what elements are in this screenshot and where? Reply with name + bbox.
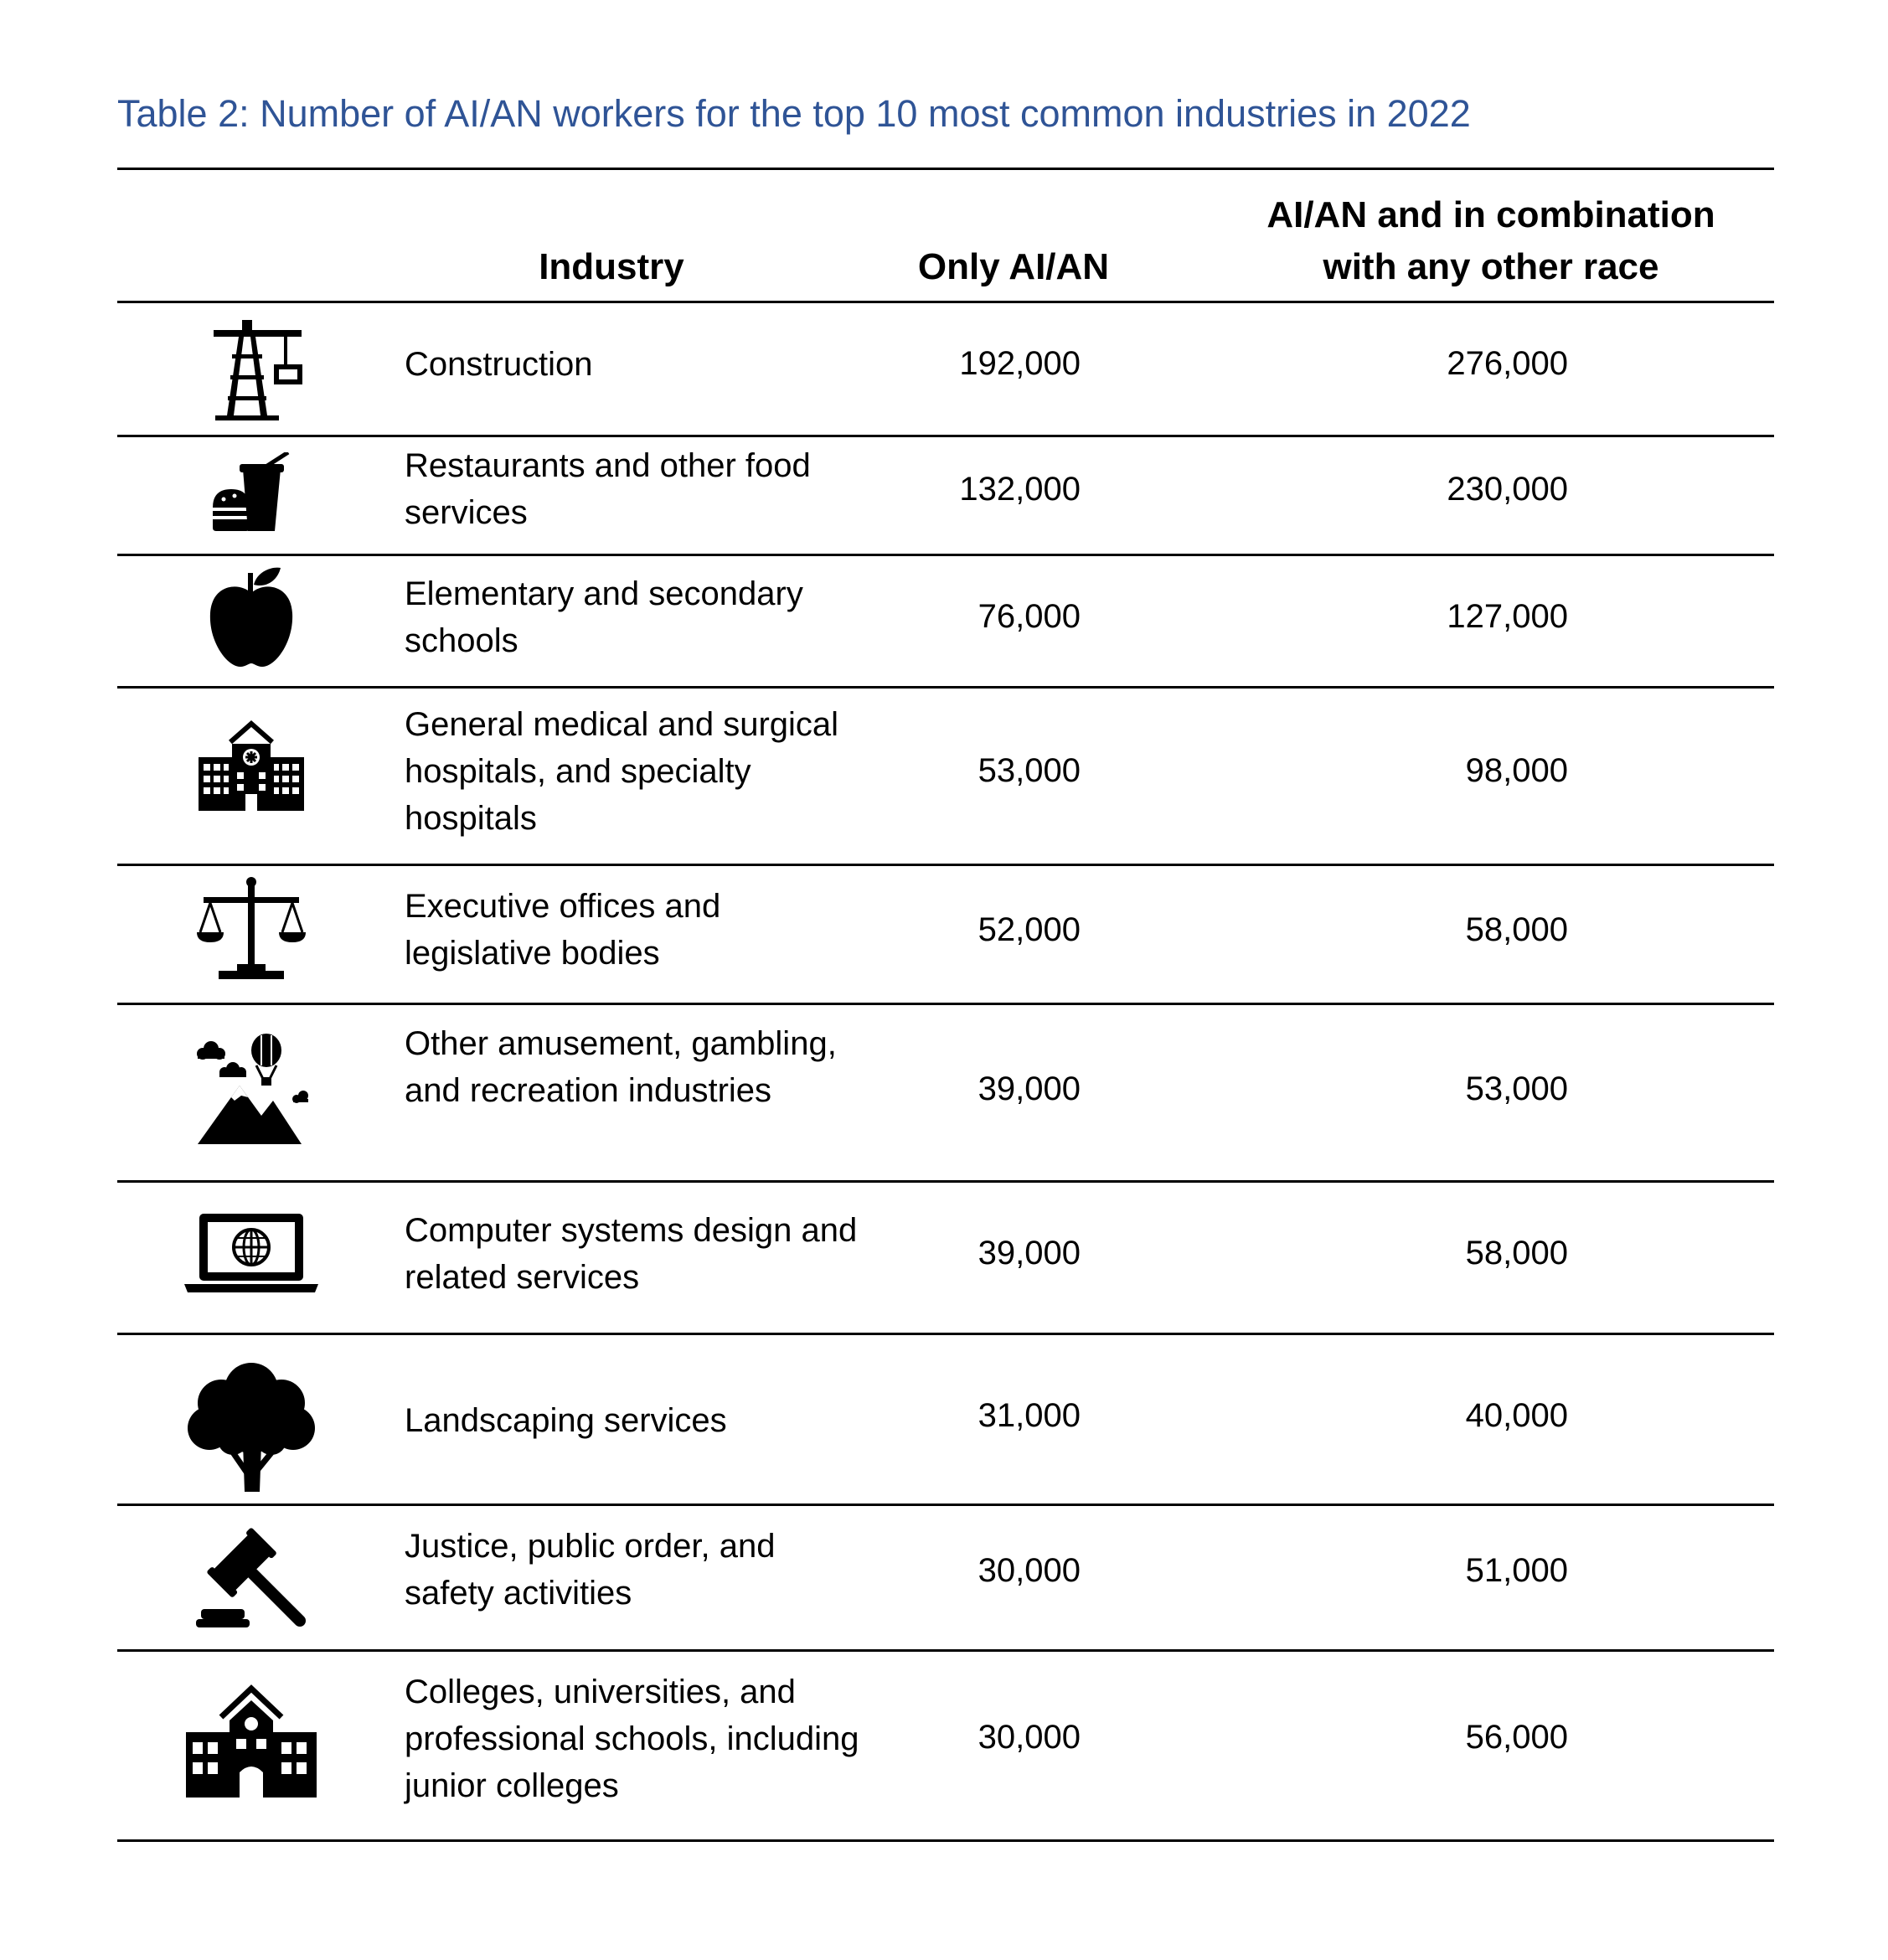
combination-value: 98,000 xyxy=(1465,752,1568,789)
combination-value: 58,000 xyxy=(1465,1235,1568,1271)
header-combination-line1: AI/AN and in combination xyxy=(1266,194,1715,235)
fast-food-icon xyxy=(168,440,335,549)
apple-icon xyxy=(168,560,335,673)
school-building-icon xyxy=(168,1675,335,1805)
row-divider xyxy=(117,1333,1774,1335)
only-aian-value: 30,000 xyxy=(978,1552,1081,1589)
only-aian-value: 76,000 xyxy=(978,598,1081,635)
only-aian-value: 52,000 xyxy=(978,911,1081,948)
combination-value: 127,000 xyxy=(1447,598,1568,635)
tree-icon xyxy=(168,1349,335,1504)
industry-name: Construction xyxy=(405,346,593,383)
header-rule xyxy=(117,301,1774,303)
row-divider xyxy=(117,1180,1774,1183)
construction-crane-icon xyxy=(168,310,335,427)
industry-name: Colleges, universities, and professional schools, including junior colleges xyxy=(405,1674,859,1804)
combination-value: 40,000 xyxy=(1465,1397,1568,1434)
industry-name: Elementary and secondary schools xyxy=(405,575,803,659)
only-aian-value: 192,000 xyxy=(959,345,1081,382)
industry-name: Justice, public order, and safety activities xyxy=(405,1528,776,1612)
combination-value: 58,000 xyxy=(1465,911,1568,948)
only-aian-value: 39,000 xyxy=(978,1070,1081,1107)
only-aian-value: 31,000 xyxy=(978,1397,1081,1434)
industry-name: Landscaping services xyxy=(405,1402,727,1439)
industry-name: Other amusement, gambling, and recreation industries xyxy=(405,1025,837,1109)
gavel-icon xyxy=(168,1518,335,1635)
row-divider xyxy=(117,1504,1774,1506)
header-industry: Industry xyxy=(539,246,684,287)
combination-value: 51,000 xyxy=(1465,1552,1568,1589)
row-divider xyxy=(117,864,1774,866)
row-divider xyxy=(117,1649,1774,1652)
only-aian-value: 53,000 xyxy=(978,752,1081,789)
row-divider xyxy=(117,435,1774,437)
row-divider xyxy=(117,686,1774,689)
mountain-balloon-icon xyxy=(168,1026,335,1152)
industry-name: Restaurants and other food services xyxy=(405,447,811,531)
table-bottom-rule xyxy=(117,1839,1774,1842)
industry-name: Executive offices and legislative bodies xyxy=(405,888,721,972)
table-top-rule xyxy=(117,168,1774,170)
laptop-globe-icon xyxy=(168,1198,335,1307)
only-aian-value: 132,000 xyxy=(959,471,1081,508)
scales-of-justice-icon xyxy=(168,871,335,988)
table-title: Table 2: Number of AI/AN workers for the top 10 most common industries in 2022 xyxy=(117,92,1471,135)
header-only-aian: Only AI/AN xyxy=(917,246,1110,287)
header-combination-line2: with any other race xyxy=(1323,246,1659,287)
combination-value: 276,000 xyxy=(1447,345,1568,382)
industry-name: Computer systems design and related services xyxy=(405,1212,858,1296)
row-divider xyxy=(117,1003,1774,1005)
combination-value: 230,000 xyxy=(1447,471,1568,508)
combination-value: 56,000 xyxy=(1465,1719,1568,1756)
combination-value: 53,000 xyxy=(1465,1070,1568,1107)
industry-name: General medical and surgical hospitals, and specialty hospitals xyxy=(405,706,839,837)
only-aian-value: 39,000 xyxy=(978,1235,1081,1271)
only-aian-value: 30,000 xyxy=(978,1719,1081,1756)
hospital-icon xyxy=(168,712,335,821)
row-divider xyxy=(117,554,1774,556)
